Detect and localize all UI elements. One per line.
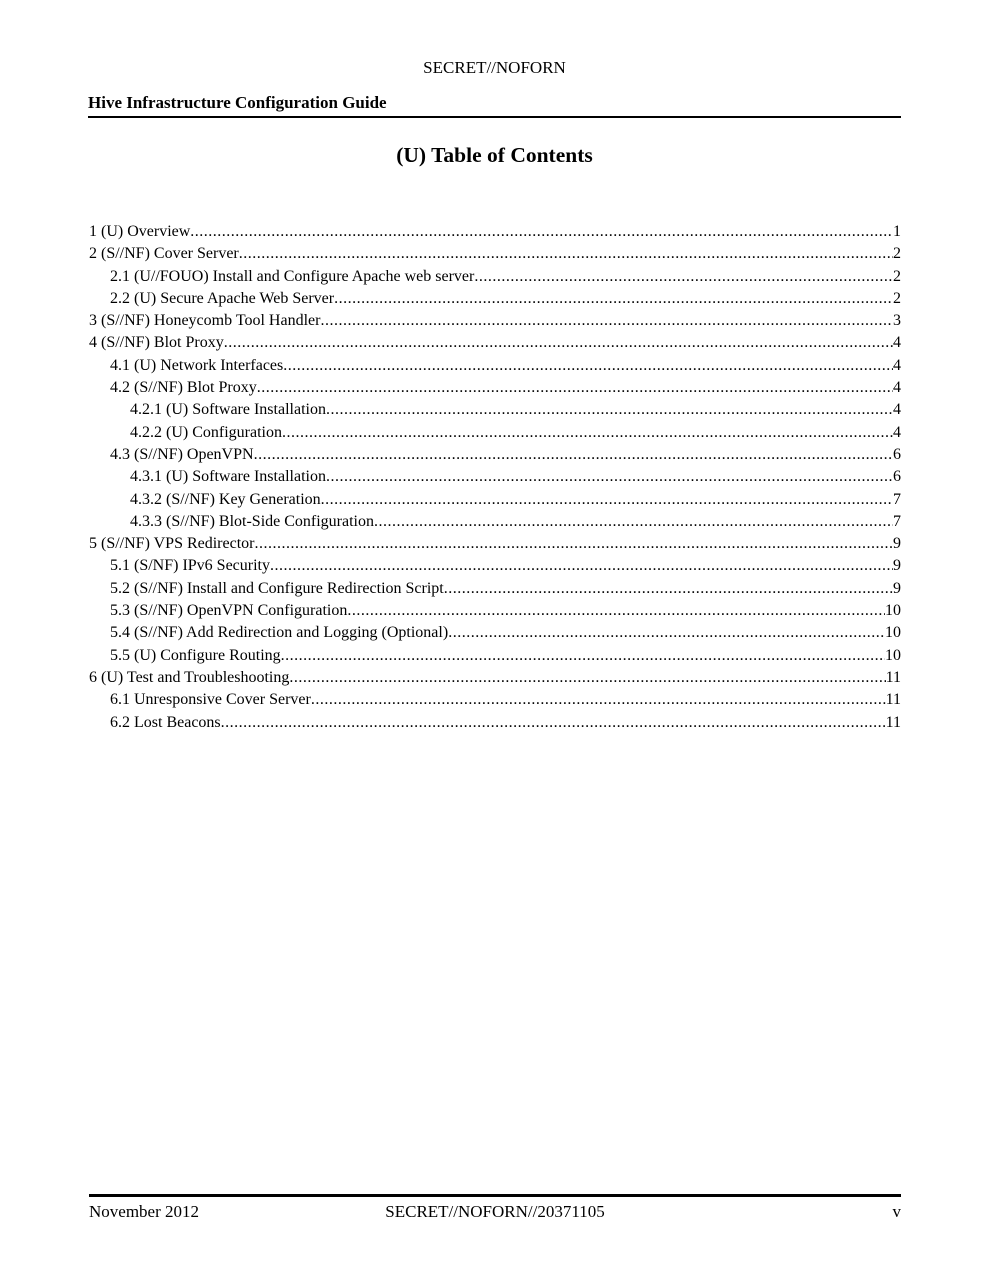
toc-entry: [89, 600, 901, 622]
toc-page-number: 4: [893, 423, 901, 441]
toc-page-number: 7: [893, 490, 901, 508]
toc-entry: [89, 288, 901, 310]
toc-page-number: 4: [893, 401, 901, 419]
toc-page-number: 9: [893, 557, 901, 575]
toc-page-number: 7: [893, 512, 901, 530]
toc-leader-dots: [448, 622, 885, 644]
toc-entry-title: 4.3 (S//NF) OpenVPN: [110, 445, 254, 463]
toc-entry: [89, 310, 901, 332]
toc-page-number: 11: [885, 691, 901, 709]
toc-leader-dots: [270, 555, 893, 577]
toc-leader-dots: [321, 489, 893, 511]
toc-page-number: 4: [893, 334, 901, 352]
toc-entry-title: 4.2 (S//NF) Blot Proxy: [110, 379, 257, 397]
toc-leader-dots: [347, 600, 885, 622]
toc-list: [89, 221, 901, 734]
toc-leader-dots: [326, 466, 893, 488]
toc-page-number: 10: [885, 624, 901, 642]
toc-entry-title: 5 (S//NF) VPS Redirector: [89, 535, 255, 553]
toc-leader-dots: [282, 422, 893, 444]
toc-leader-dots: [374, 511, 893, 533]
toc-entry: [89, 221, 901, 243]
toc-page-number: 11: [885, 713, 901, 731]
toc-entry: [89, 444, 901, 466]
toc-page-number: 2: [893, 245, 901, 263]
toc-leader-dots: [224, 332, 893, 354]
toc-entry-title: 6.1 Unresponsive Cover Server: [110, 691, 311, 709]
toc-leader-dots: [444, 578, 893, 600]
toc-leader-dots: [311, 689, 886, 711]
toc-page-number: 4: [893, 356, 901, 374]
page-title: (U) Table of Contents: [396, 143, 593, 167]
footer: [89, 1194, 901, 1222]
toc-entry-title: 5.1 (S/NF) IPv6 Security: [110, 557, 270, 575]
toc-entry: [89, 645, 901, 667]
toc-leader-dots: [239, 243, 893, 265]
toc-leader-dots: [474, 266, 893, 288]
toc-page-number: 10: [885, 602, 901, 620]
footer-page-number: v: [892, 1202, 901, 1221]
toc-entry: [89, 399, 901, 421]
footer-classification: SECRET//NOFORN//20371105: [385, 1202, 605, 1221]
toc-entry-title: 4.2.1 (U) Software Installation: [130, 401, 326, 419]
toc-entry: [89, 355, 901, 377]
toc-entry: [89, 533, 901, 555]
toc-entry: [89, 422, 901, 444]
toc-entry-title: 4.3.1 (U) Software Installation: [130, 468, 326, 486]
toc-entry: [89, 266, 901, 288]
toc-page-number: 4: [893, 379, 901, 397]
toc-entry: [89, 243, 901, 265]
toc-entry-title: 4.2.2 (U) Configuration: [130, 423, 282, 441]
toc-entry: [89, 667, 901, 689]
toc-leader-dots: [190, 221, 893, 243]
toc-leader-dots: [281, 645, 885, 667]
toc-entry-title: 4.1 (U) Network Interfaces: [110, 356, 284, 374]
toc-page-number: 11: [885, 668, 901, 686]
toc-entry: [89, 466, 901, 488]
toc-entry-title: 2.2 (U) Secure Apache Web Server: [110, 289, 335, 307]
toc-page-number: 2: [893, 267, 901, 285]
toc-entry: [89, 622, 901, 644]
toc-entry-title: 5.4 (S//NF) Add Redirection and Logging (Optional): [110, 624, 449, 642]
toc-leader-dots: [326, 399, 893, 421]
classification-banner: SECRET//NOFORN: [423, 58, 566, 77]
toc-entry: [89, 489, 901, 511]
toc-page-number: 1: [893, 223, 901, 240]
toc-entry: [89, 689, 901, 711]
toc-leader-dots: [283, 355, 893, 377]
toc-page-number: 2: [893, 289, 901, 307]
toc-entry-title: 5.3 (S//NF) OpenVPN Configuration: [110, 602, 348, 620]
toc-page-number: 6: [893, 445, 901, 463]
toc-entry: [89, 332, 901, 354]
toc-page-number: 10: [885, 646, 901, 664]
toc-entry: [89, 578, 901, 600]
toc-entry-title: 3 (S//NF) Honeycomb Tool Handler: [89, 312, 321, 330]
toc-page-number: 9: [893, 579, 901, 597]
toc-page-number: 6: [893, 468, 901, 486]
toc-leader-dots: [254, 444, 893, 466]
toc-page-number: 3: [893, 312, 901, 330]
toc-entry: [89, 511, 901, 533]
document-title: Hive Infrastructure Configuration Guide: [88, 93, 387, 112]
toc-entry: [89, 555, 901, 577]
header-rule: [88, 93, 901, 118]
toc-entry: [89, 377, 901, 399]
toc-entry-title: 4.3.3 (S//NF) Blot-Side Configuration: [130, 512, 374, 530]
toc-entry-title: 4.3.2 (S//NF) Key Generation: [130, 490, 321, 508]
toc-entry-title: 6.2 Lost Beacons: [110, 713, 221, 731]
toc-leader-dots: [334, 288, 893, 310]
toc-leader-dots: [320, 310, 893, 332]
toc-leader-dots: [254, 533, 893, 555]
toc-entry-title: 6 (U) Test and Troubleshooting: [89, 668, 290, 686]
toc-entry-title: 5.2 (S//NF) Install and Configure Redirection Script: [110, 579, 444, 597]
toc-entry-title: 4 (S//NF) Blot Proxy: [89, 334, 224, 352]
toc-entry-title: 5.5 (U) Configure Routing: [110, 646, 281, 664]
toc-page-number: 9: [893, 535, 901, 553]
toc-leader-dots: [221, 712, 886, 734]
toc-entry-title: 1 (U) Overview: [89, 223, 191, 240]
toc-entry-title: 2.1 (U//FOUO) Install and Configure Apache web server: [110, 267, 475, 285]
toc-leader-dots: [257, 377, 893, 399]
toc-entry-title: 2 (S//NF) Cover Server: [89, 245, 239, 263]
footer-date: November 2012: [89, 1202, 200, 1221]
toc-entry: [89, 712, 901, 734]
toc-leader-dots: [289, 667, 885, 689]
